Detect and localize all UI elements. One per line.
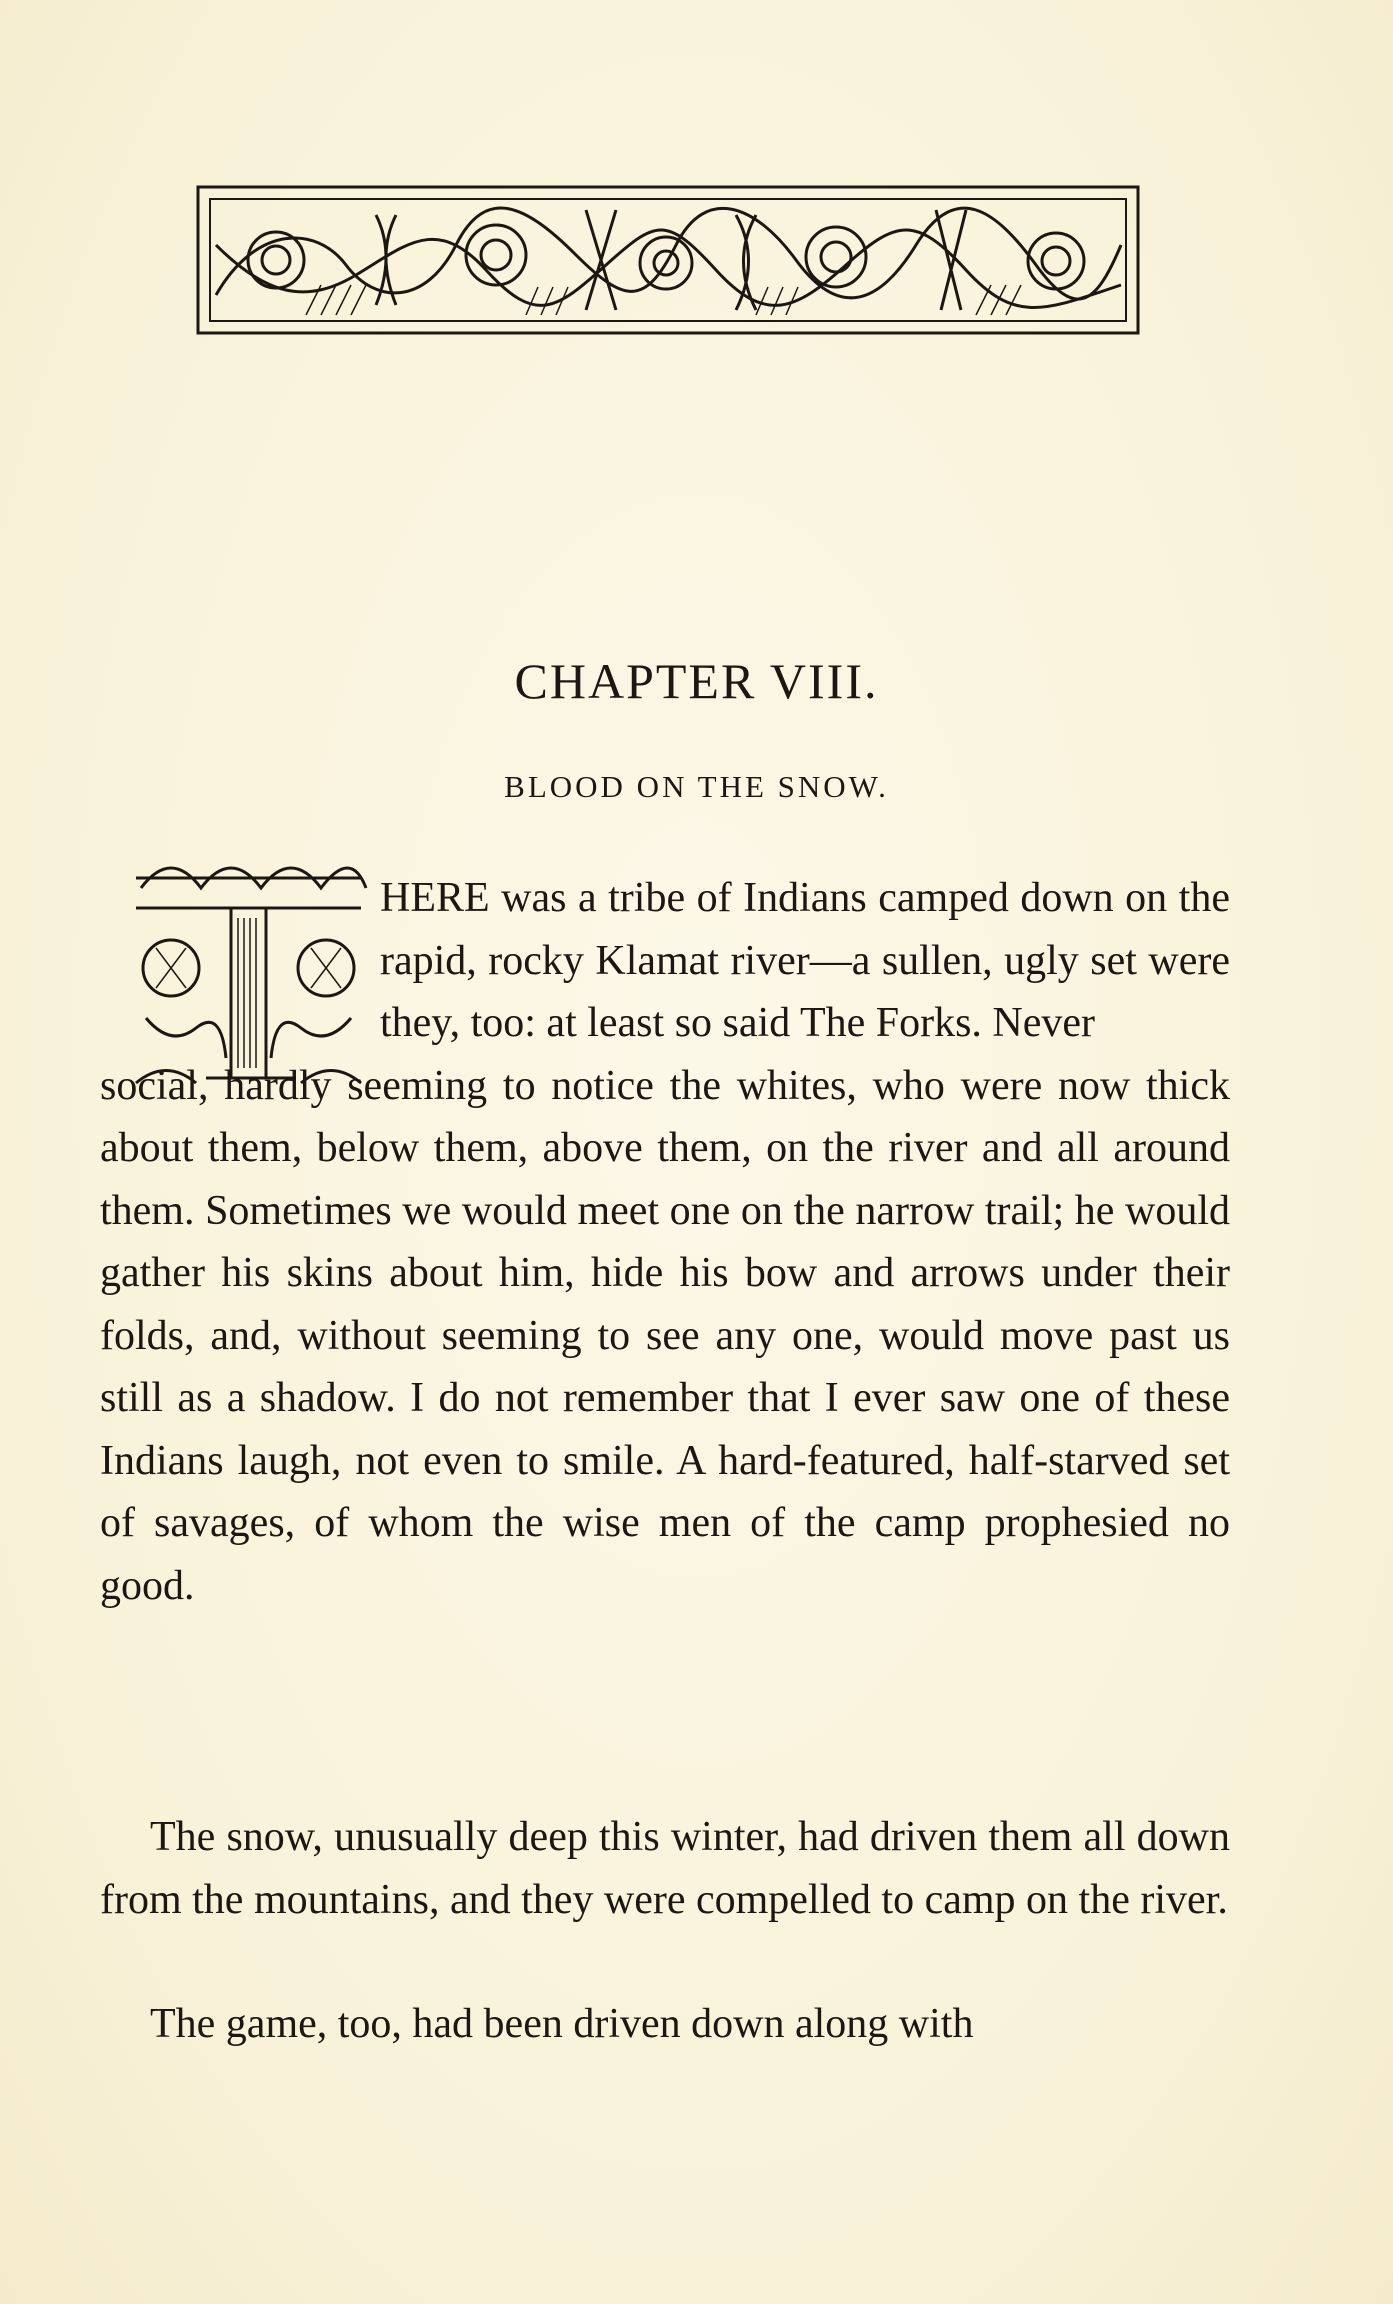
paragraph-3-text: The game, too, had been driven down along with bbox=[150, 2001, 974, 2047]
paragraph-1 bbox=[100, 867, 1230, 1617]
paragraph-2-text: The snow, unusually deep this winter, had driven them all down from the mountains, and they were compelled to camp on the river. bbox=[100, 1814, 1230, 1923]
paragraph-2 bbox=[100, 1806, 1230, 1931]
ornamental-headpiece bbox=[196, 185, 1140, 335]
paragraph-3 bbox=[100, 1993, 1230, 2056]
chapter-subtitle: BLOOD ON THE SNOW. bbox=[504, 769, 889, 804]
chapter-title: CHAPTER VIII. bbox=[514, 653, 879, 709]
paragraph-1-continuation: social, hardly seeming to notice the whites, who were now thick about them, below them, above them, on the river and all around them. Sometimes we would meet one on the narrow trail; he would gather his skins about him, hide his bow and arrows under their folds, and, without seeming to see any one, would move past us still as a shadow. I do not remember that I ever saw one of these Indians laugh, not even to smile. A hard-featured, half-starved set of savages, of whom the wise men of the camp prophesied no good. bbox=[100, 1062, 1230, 1609]
paragraph-1-lines-beside-initial: HERE was a tribe of Indians camped down on the rapid, rocky Klamat river—a sullen, ugly set were they, too: at least so said The Forks. Never bbox=[380, 875, 1230, 1046]
